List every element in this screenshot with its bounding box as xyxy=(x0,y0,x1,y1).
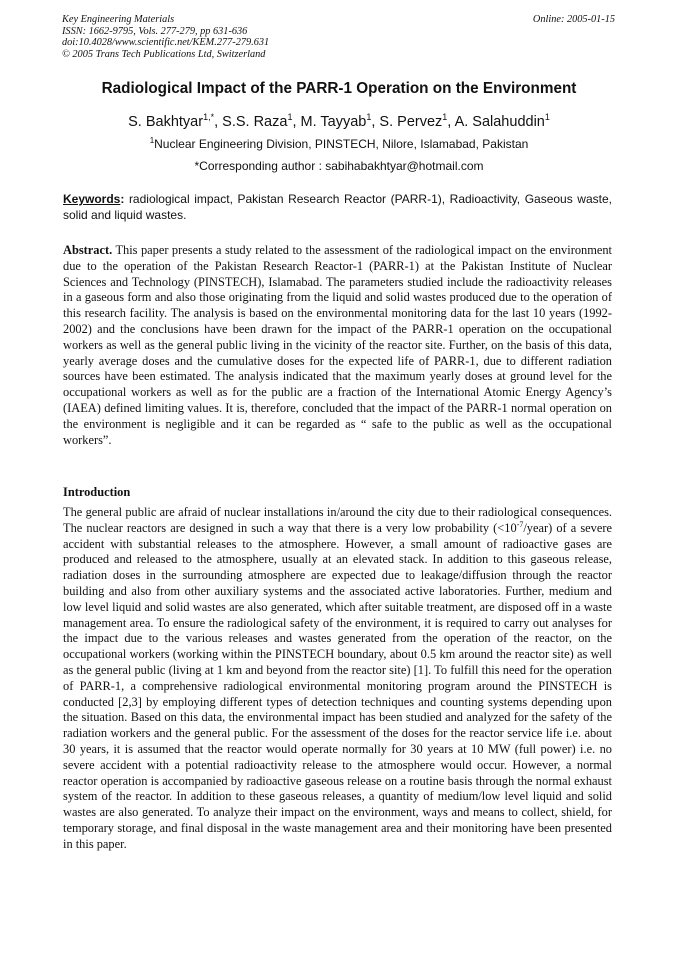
abstract-block xyxy=(63,243,612,448)
author-name: S.S. Raza xyxy=(222,114,288,130)
author-name: S. Bakhtyar xyxy=(128,114,204,130)
intro-exponent: -7 xyxy=(516,519,524,529)
affiliation-mark: 1 xyxy=(149,136,155,145)
keywords-block: Keywords: radiological impact, Pakistan Research Reactor (PARR-1), Radioactivity, Gaseous waste, solid and liquid wastes. xyxy=(63,192,612,222)
abstract-label: Abstract. xyxy=(63,243,113,257)
author-name: S. Pervez xyxy=(379,114,443,130)
doi-line[interactable]: doi:10.4028/www.scientific.net/KEM.277-279.631 xyxy=(62,37,270,49)
intro-text-part2: /year) of a severe accident with substantial releases to the atmosphere. However, a small amount of radioactive gases are produced and released to the atmosphere, usually at an elevated stack. In addition to this gaseous release, radiation doses in the surrounding atmosphere are expected due to leakage/diffusion through the reactor building and also from other auxiliary systems and the associated active laboratories. Further, medium and low level liquid and solid wastes are also generated, which after suitable treatment, are disposed off in a waste management area. To ensure the radiological safety of the environment, it is required to carry out analyses for the impact due to the various releases and wastes generated from the operation of the reactor, on the occupational workers (working within the PINSTECH boundary, about 0.5 km around the reactor site) as well as the general public (living at 1 km and beyond from the reactor site) [1]. To fulfill this need for the operation of PARR-1, a comprehensive radiological environmental monitoring program around the PINSTECH is conducted [2,3] by employing different types of detection techniques and counting systems depending upon the situation. Based on this data, the environmental impact has been studied and analyzed for the safety of the radiation workers and the general public. For the assessment of the doses for the reactor service life i.e. about 30 years, it is assumed that the reactor would operate normally for 30 years at 10 MW (full power) i.e. no severe accident with a potential radioactivity release to the atmosphere would occur. However, a normal reactor operation is accompanied by radioactive gaseous release on a routine basis through the normal exhaust system of the reactor. In addition to these gaseous releases, a quantity of medium/low level liquid and solid wastes are also generated. To analyze their impact on the environment, ways and means to collect, shield, for temporary storage, and final disposal in the waste management area and their monitoring have been presented in this paper. xyxy=(63,520,612,851)
intro-text-part1: The general public are afraid of nuclear installations in/around the city due to their radiological consequences. The nuclear reactors are designed in such a way that there is a very low probability (<10 xyxy=(63,505,612,535)
keywords-label: Keywords xyxy=(63,192,121,206)
affiliation-text: Nuclear Engineering Division, PINSTECH, Nilore, Islamabad, Pakistan xyxy=(154,137,529,151)
journal-header xyxy=(62,14,269,60)
author-affil-mark: 1 xyxy=(287,112,293,122)
author-list: S. Bakhtyar$^{1,*}$, S.S. Raza$^1$, M. Tayyab$^1$, S. Pervez$^1$, A. Salahuddin$^1$ xyxy=(128,112,550,130)
author-name: M. Tayyab xyxy=(300,114,367,130)
keywords-text: radiological impact, Pakistan Research Reactor (PARR-1), Radioactivity, Gaseous waste, solid and liquid wastes. xyxy=(63,192,612,222)
author-affil-mark: 1 xyxy=(442,112,448,122)
paper-title: Radiological Impact of the PARR-1 Operation on the Environment xyxy=(101,80,577,97)
abstract-text: This paper presents a study related to the assessment of the radiological impact on the environment due to the operation of the Pakistan Research Reactor-1 (PARR-1) at the Pakistan Institute of Nuclear Sciences and Technology (PINSTECH), Islamabad. The parameters studied include the radioactivity releases in a gaseous form and also those originating from the liquid and solid wastes produced due to the operation of this research facility. The analysis is based on the environmental monitoring data for the last 10 years (1992-2002) and the conclusions have been drawn for the impact of the PARR-1 operation on the occupational workers as well as the general public living in the vicinity of the reactor site. Further, on the basis of this data, yearly average doses and the cumulative doses for the expected life of PARR-1, due to different radiation sources have been estimated. The analysis indicated that the maximum yearly doses at ground level for the occupational workers as well as for the public are a fraction of the International Atomic Energy Agency’s (IAEA) defined limiting values. It is, therefore, concluded that the impact of the PARR-1 normal operation on the environment is negligible and it can be regarded as “ safe to the public as well as the occupational workers”. xyxy=(63,243,612,447)
author-affil-mark: 1 xyxy=(366,112,372,122)
corresponding-author: *Corresponding author : sabihabakhtyar@hotmail.com xyxy=(194,159,484,173)
section-heading-introduction: Introduction xyxy=(63,485,131,499)
issn-line: ISSN: 1662-9795, Vols. 277-279, pp 631-636 xyxy=(62,25,248,37)
online-date: Online: 2005-01-15 xyxy=(532,14,615,25)
copyright-line: © 2005 Trans Tech Publications Ltd, Switzerland xyxy=(62,48,266,60)
affiliation xyxy=(40,137,638,151)
introduction-paragraph xyxy=(63,505,612,853)
author-name: A. Salahuddin xyxy=(454,114,545,130)
journal-name: Key Engineering Materials xyxy=(62,14,175,25)
author-affil-mark: 1,* xyxy=(203,112,215,122)
author-affil-mark: 1 xyxy=(544,112,550,122)
